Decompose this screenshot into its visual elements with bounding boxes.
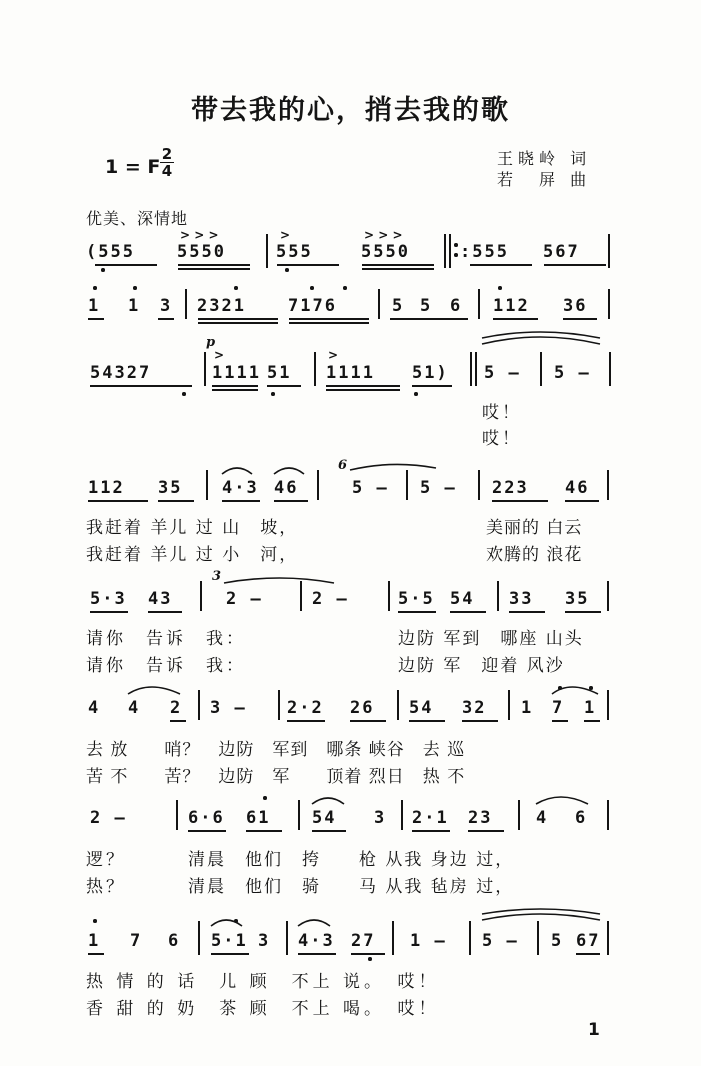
lyric-line: 香 甜 的 奶 茶 顾 不上 喝。 哎！	[86, 999, 440, 1019]
tempo-marking: 优美、深情地	[86, 209, 189, 228]
note-group: 46	[274, 478, 299, 498]
page-number: 1	[588, 1020, 600, 1040]
song-title: 带去我的心，捎去我的歌	[191, 95, 510, 126]
note-group: 5	[392, 296, 405, 316]
note-group: 5·5	[398, 589, 435, 609]
lyric-line: 去 放 哨？ 边防 军到 哪条 峡谷 去 巡	[86, 740, 466, 760]
note-group: 7	[130, 931, 143, 951]
note-group: 5 —	[420, 478, 457, 498]
note-group: 54	[409, 698, 434, 718]
note-group: 5·1	[211, 931, 248, 951]
lyric-line: 我赶着 羊儿 过 山 坡，	[86, 518, 299, 538]
note-group: 1	[88, 296, 101, 316]
tie-arc	[482, 914, 600, 920]
lyricist-credit: 王晓岭 词	[497, 149, 592, 168]
lyric-line: 边防 军到 哪座 山头	[398, 629, 584, 649]
note-group: 6	[575, 808, 588, 828]
note-group: 3	[160, 296, 173, 316]
note-group: 51	[267, 363, 292, 383]
note-group: 35	[158, 478, 183, 498]
note-group: 112	[493, 296, 530, 316]
note-group: 7	[552, 698, 565, 718]
note-group: 54327	[90, 363, 152, 383]
accent-mark: >	[280, 228, 291, 242]
note-group: 6·6	[188, 808, 225, 828]
slur-arc	[552, 687, 598, 694]
lyric-line: 美丽的 白云	[486, 518, 583, 538]
note-group: 4	[88, 698, 101, 718]
note-group: 2321	[197, 296, 246, 316]
note-group: 5·3	[90, 589, 127, 609]
note-group: 5	[551, 931, 564, 951]
note-group: 35	[565, 589, 590, 609]
note-group: 23	[468, 808, 493, 828]
lyric-line: 我赶着 羊儿 过 小 河，	[86, 545, 299, 565]
note-group: 112	[88, 478, 125, 498]
accent-mark: > > >	[180, 228, 219, 242]
note-group: 4	[128, 698, 141, 718]
note-group: 43	[148, 589, 173, 609]
tie-arc	[482, 337, 600, 344]
note-group: 3 —	[210, 698, 247, 718]
note-group: :555	[460, 242, 509, 262]
slur-arc	[128, 687, 180, 694]
lyric-line: 边防 军 迎着 风沙	[398, 656, 565, 676]
slur-arc	[211, 920, 242, 926]
triplet-mark: 3	[212, 569, 222, 584]
note-group: 27	[351, 931, 376, 951]
time-signature-numerator: 2	[161, 145, 173, 163]
note-group: 2 —	[312, 589, 349, 609]
lyric-line: 清晨 他们 骑 马 从我 毡房 过，	[188, 877, 515, 897]
lyric-line: 热？	[86, 877, 126, 897]
note-group: 223	[492, 478, 529, 498]
note-group: 6	[450, 296, 463, 316]
note-group: 5 —	[482, 931, 519, 951]
note-group: 5550	[177, 242, 226, 262]
note-group: 4·3	[222, 478, 259, 498]
note-group: 1	[88, 931, 101, 951]
lyric-line: 清晨 他们 挎 枪 从我 身边 过，	[188, 850, 515, 870]
sextuplet-mark: 6	[338, 458, 348, 473]
note-group: 2 —	[90, 808, 127, 828]
slur-arc	[298, 920, 330, 926]
note-group: 4·3	[298, 931, 335, 951]
note-group: 6	[168, 931, 181, 951]
note-group: 5 —	[352, 478, 389, 498]
note-group: (555	[86, 242, 135, 262]
lyric-line: 苦 不 苦？ 边防 军 顶着 烈日 热 不	[86, 767, 466, 787]
time-signature-denominator: 4	[161, 162, 173, 180]
lyric-interjection: 哎！	[482, 429, 522, 449]
note-group: 61	[246, 808, 271, 828]
note-group: 46	[565, 478, 590, 498]
note-group: 7176	[288, 296, 337, 316]
note-group: 1 —	[410, 931, 447, 951]
accent-mark: > > >	[364, 228, 403, 242]
note-group: 54	[312, 808, 337, 828]
lyric-line: 请你 告诉 我：	[86, 656, 246, 676]
lyric-line: 请你 告诉 我：	[86, 629, 246, 649]
tie-arc	[224, 578, 334, 583]
note-group: 4	[536, 808, 549, 828]
dynamic-mark: p	[206, 335, 216, 350]
note-group: 32	[462, 698, 487, 718]
note-group: 555	[276, 242, 313, 262]
note-group: 26	[350, 698, 375, 718]
note-group: 2	[170, 698, 183, 718]
note-group: 1	[584, 698, 597, 718]
note-group: 67	[576, 931, 601, 951]
note-group: 36	[563, 296, 588, 316]
note-group: 3	[258, 931, 271, 951]
note-group: 51)	[412, 363, 449, 383]
note-group: 5 —	[484, 363, 521, 383]
note-group: 1	[128, 296, 141, 316]
note-group: 5	[420, 296, 433, 316]
lyric-line: 逻？	[86, 850, 126, 870]
composer-credit: 若 屏 曲	[497, 170, 592, 189]
lyric-interjection: 哎！	[482, 403, 522, 423]
accent-mark: >	[328, 348, 339, 362]
lyric-line: 热 情 的 话 儿 顾 不上 说。 哎！	[86, 972, 440, 992]
slur-arc	[536, 797, 588, 804]
note-group: 1111	[326, 363, 375, 383]
key-signature: 1 = F	[105, 156, 161, 178]
slur-arc	[312, 798, 344, 804]
note-group: 5550	[361, 242, 410, 262]
note-group: 1	[521, 698, 534, 718]
note-group: 5 —	[554, 363, 591, 383]
accent-mark: >	[214, 348, 225, 362]
slur-arc	[274, 468, 304, 474]
note-group: 2·1	[412, 808, 449, 828]
note-group: 54	[450, 589, 475, 609]
slur-arc	[222, 468, 252, 474]
note-group: 3	[374, 808, 387, 828]
note-group: 2 —	[226, 589, 263, 609]
tie-arc	[350, 464, 436, 470]
note-group: 567	[543, 242, 580, 262]
note-group: 33	[509, 589, 534, 609]
note-group: 2·2	[287, 698, 324, 718]
lyric-line: 欢腾的 浪花	[486, 545, 583, 565]
note-group: 1111	[212, 363, 261, 383]
